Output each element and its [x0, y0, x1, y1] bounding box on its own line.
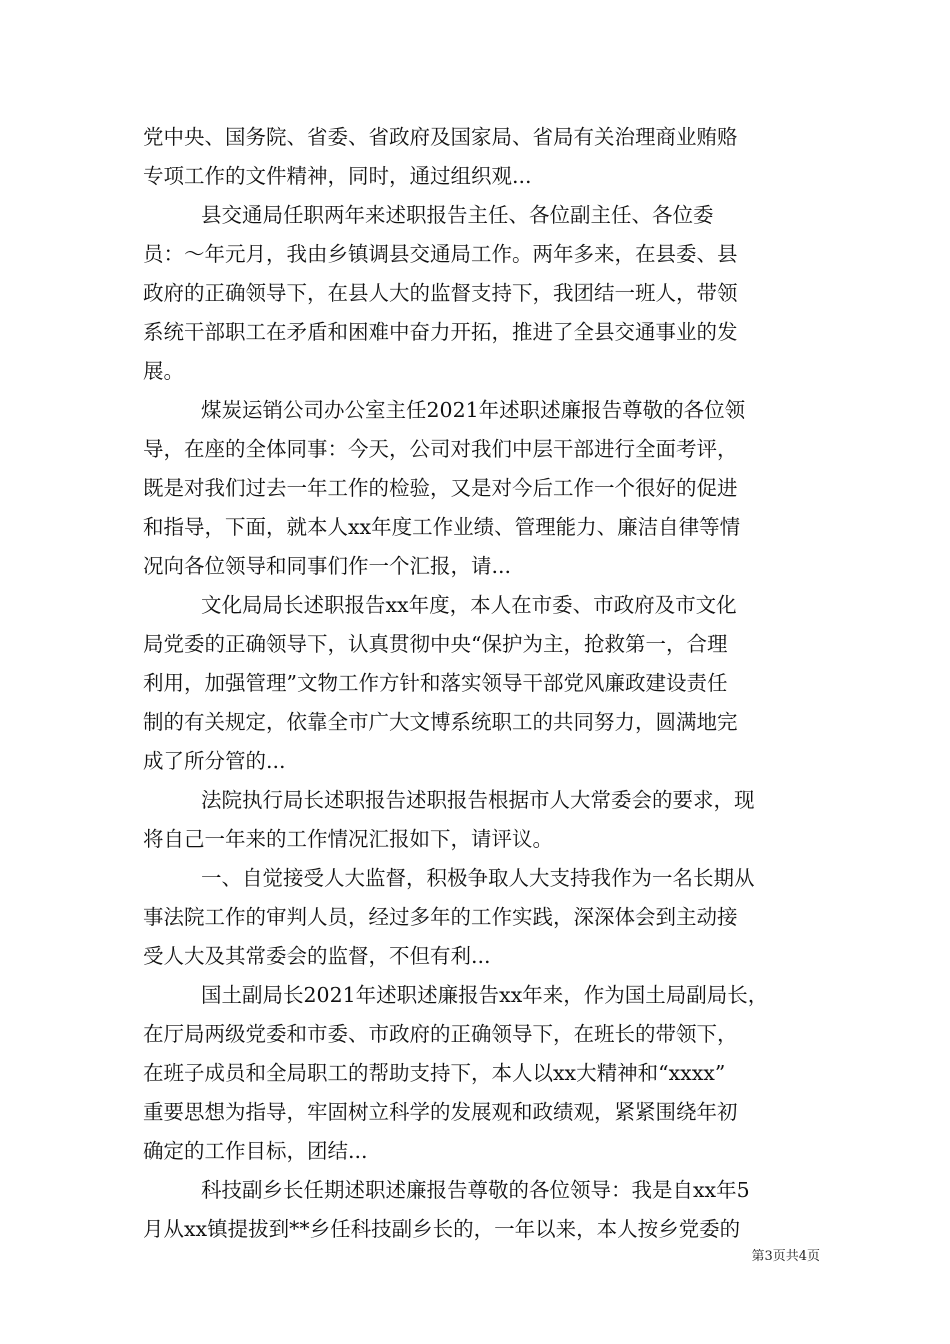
text-line: 系统干部职工在矛盾和困难中奋力开拓，推进了全县交通事业的发 — [143, 320, 738, 344]
document-body — [143, 118, 828, 1249]
text-line: 煤炭运销公司办公室主任2021年述职述廉报告尊敬的各位领 — [201, 398, 746, 422]
text-line: 员：～年元月，我由乡镇调县交通局工作。两年多来，在县委、县 — [143, 242, 738, 266]
paragraph — [143, 586, 828, 781]
text-line: 成了所分管的... — [143, 749, 286, 773]
paragraph — [143, 1171, 828, 1249]
text-line: 专项工作的文件精神，同时，通过组织观... — [143, 164, 532, 188]
paragraph — [143, 118, 828, 196]
paragraph — [143, 391, 828, 586]
text-line: 县交通局任职两年来述职报告主任、各位副主任、各位委 — [201, 203, 714, 227]
text-line: 局党委的正确领导下，认真贯彻中央“保护为主，抢救第一，合理 — [143, 632, 728, 656]
page-number-footer: 第3页共4页 — [751, 1249, 820, 1264]
text-line: 利用，加强管理”文物工作方针和落实领导干部党风廉政建设责任 — [143, 671, 728, 695]
text-line: 将自己一年来的工作情况汇报如下，请评议。 — [143, 827, 553, 851]
text-line: 受人大及其常委会的监督，不但有利... — [143, 944, 491, 968]
paragraph — [143, 781, 828, 859]
text-line: 党中央、国务院、省委、省政府及国家局、省局有关治理商业贿赂 — [143, 125, 738, 149]
text-line: 导，在座的全体同事：今天，公司对我们中层干部进行全面考评， — [143, 437, 738, 461]
paragraph — [143, 196, 828, 391]
text-line: 月从xx镇提拔到**乡任科技副乡长的，一年以来，本人按乡党委的 — [143, 1217, 741, 1241]
paragraph — [143, 859, 828, 976]
text-line: 制的有关规定，依靠全市广大文博系统职工的共同努力，圆满地完 — [143, 710, 738, 734]
text-line: 国土副局长2021年述职述廉报告xx年来，作为国土局副局长， — [201, 983, 769, 1007]
text-line: 在厅局两级党委和市委、市政府的正确领导下，在班长的带领下， — [143, 1022, 738, 1046]
text-line: 在班子成员和全局职工的帮助支持下，本人以xx大精神和“xxxx” — [143, 1061, 726, 1085]
text-line: 展。 — [143, 359, 184, 383]
text-line: 文化局局长述职报告xx年度，本人在市委、市政府及市文化 — [201, 593, 737, 617]
paragraph — [143, 976, 828, 1171]
text-line: 法院执行局长述职报告述职报告根据市人大常委会的要求，现 — [201, 788, 755, 812]
text-line: 况向各位领导和同事们作一个汇报，请... — [143, 554, 512, 578]
text-line: 既是对我们过去一年工作的检验，又是对今后工作一个很好的促进 — [143, 476, 738, 500]
text-line: 事法院工作的审判人员，经过多年的工作实践，深深体会到主动接 — [143, 905, 738, 929]
text-line: 和指导，下面，就本人xx年度工作业绩、管理能力、廉洁自律等情 — [143, 515, 741, 539]
text-line: 科技副乡长任期述职述廉报告尊敬的各位领导：我是自xx年5 — [201, 1178, 750, 1202]
text-line: 政府的正确领导下，在县人大的监督支持下，我团结一班人，带领 — [143, 281, 738, 305]
text-line: 确定的工作目标，团结... — [143, 1139, 368, 1163]
text-line: 重要思想为指导，牢固树立科学的发展观和政绩观，紧紧围绕年初 — [143, 1100, 738, 1124]
text-line: 一、自觉接受人大监督，积极争取人大支持我作为一名长期从 — [201, 866, 755, 890]
